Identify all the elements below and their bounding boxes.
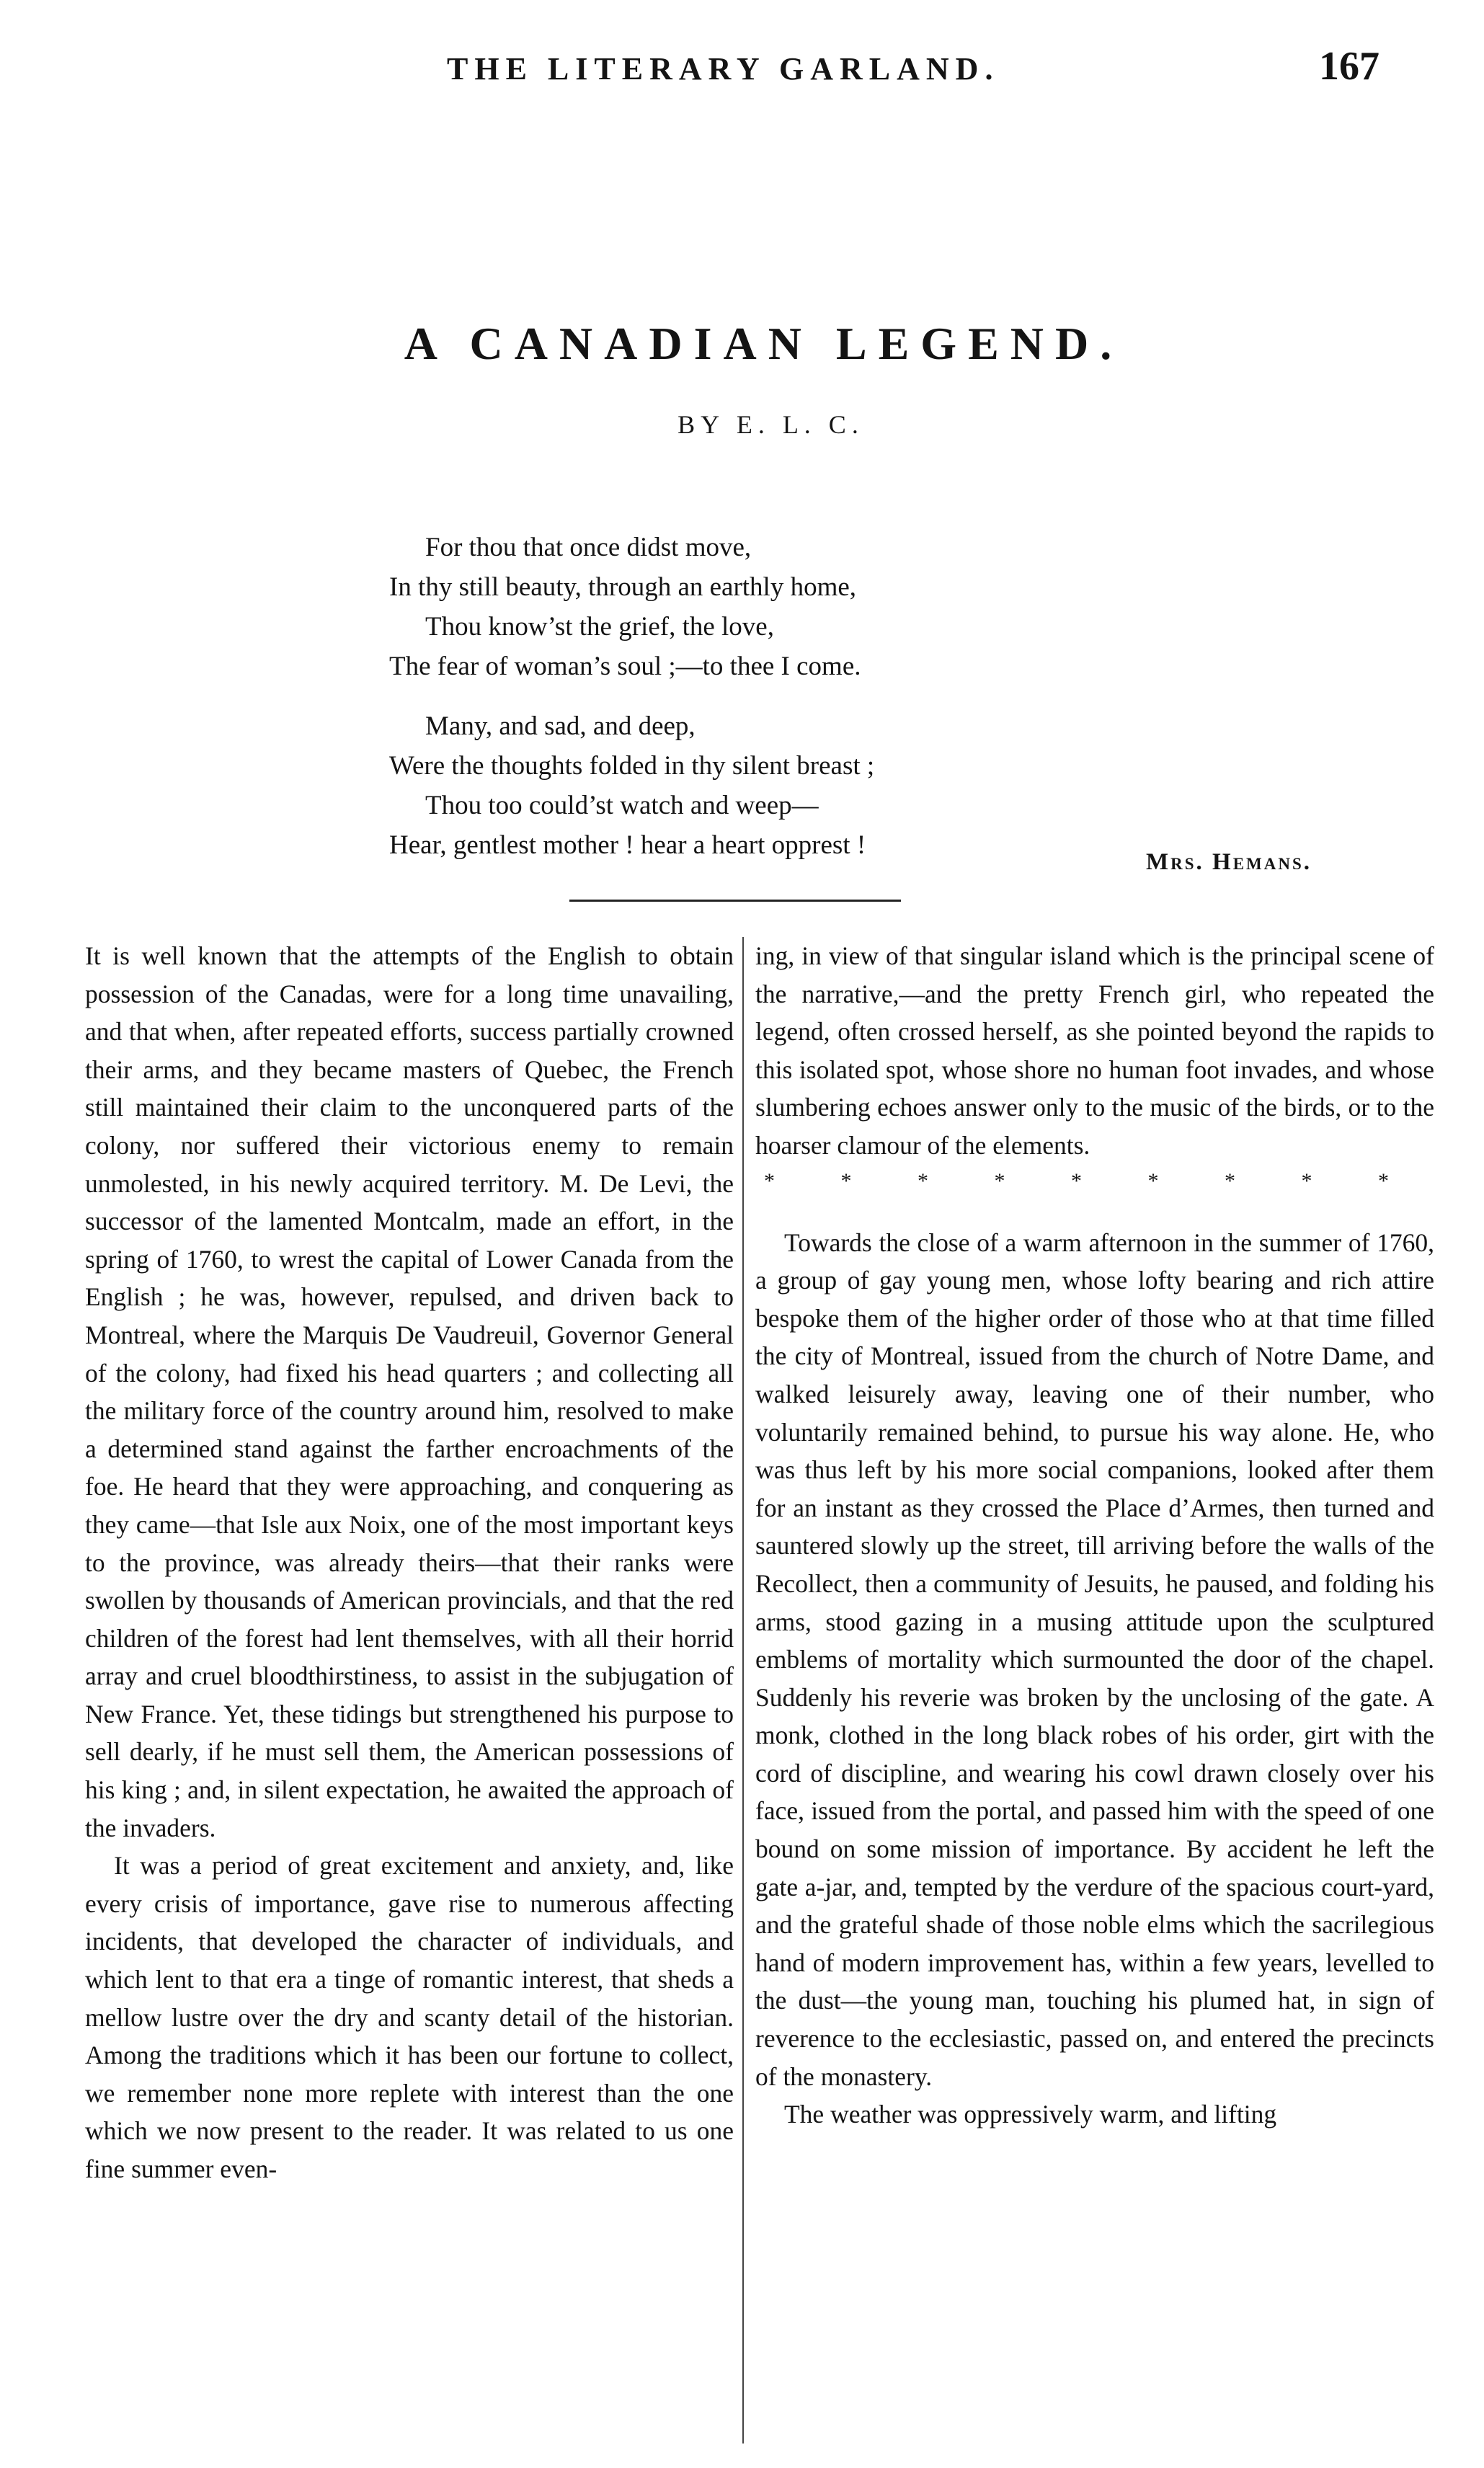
verse-line: The fear of woman’s soul ;—to thee I come. [389,652,861,681]
paragraph: Towards the close of a warm afternoon in the summer of 1760, a group of gay young men, whose lofty bearing and rich attire bespoke them of the higher order of those who at that time filled the city of Montreal, issued from the church of Notre Dame, and walked leisurely away, leaving one of their number, who voluntarily remained behind, to pursue his way alone. He, who was thus left by his more social companions, looked after them for an instant as they crossed the Place d’Armes, then turned and sauntered slowly up the street, till arriving before the walls of the Recollect, then a community of Jesuits, he paused, and folding his arms, stood gazing in a musing attitude upon the sculptured emblems of mortality which surmounted the door of the chapel. Suddenly his reverie was broken by the unclosing of the gate. A monk, clothed in the long black robes of his order, girt with the cord of discipline, and wearing his cowl drawn closely over his face, issued from the portal, and passed him with the speed of one bound on some mission of importance. By accident he left the gate a-jar, and, tempted by the verdure of the spacious court-yard, and the grateful shade of those noble elms which the sacrilegious hand of modern improvement has, within a few years, levelled to the dust—the young man, touching his plumed hat, in sign of reverence to the ecclesiastic, passed on, and entered the precincts of the monastery. [755,1228,1434,2091]
paragraph: The weather was oppressively warm, and lifting [784,2100,1277,2129]
epigraph-stanza-2 [389,706,874,865]
verse-line: Thou too could’st watch and weep— [425,791,819,820]
article-title: A CANADIAN LEGEND. [404,318,1124,369]
epigraph-attribution: Mrs. Hemans. [1146,849,1312,875]
left-column [85,937,734,2188]
verse-line: For thou that once didst move, [425,533,752,562]
page-number: 167 [1319,44,1379,89]
verse-line: In thy still beauty, through an earthly home, [389,572,857,602]
paragraph: It is well known that the attempts of the English to obtain possession of the Canadas, were for a long time unavailing, and that when, after repeated efforts, success partially crowned their arms, and they became masters of Quebec, the French still maintained their claim to the unconquered parts of the colony, nor suffered their victorious enemy to remain unmolested, in his newly acquired territory. M. De Levi, the successor of the lamented Montcalm, made an effort, in the spring of 1760, to wrest the capital of Lower Canada from the English ; he was, however, repulsed, and driven back to Montreal, where the Marquis De Vaudreuil, Governor General of the colony, had fixed his head quarters ; and collecting all the military force of the country around him, resolved to make a determined stand against the farther encroachments of the foe. He heard that they were approaching, and conquering as they came—that Isle aux Noix, one of the most important keys to the province, was already theirs—that their ranks were swollen by thousands of American provincials, and that the red children of the forest had lent themselves, with all their horrid array and cruel bloodthirstiness, to assist in the subjugation of New France. Yet, these tidings but strengthened his purpose to sell dearly, if he must sell them, the American possessions of his king ; and, in silent expectation, he awaited the approach of the invaders. [85,941,734,1842]
verse-line: Were the thoughts folded in thy silent breast ; [389,751,875,781]
column-divider [742,937,744,2443]
epigraph-stanza-1 [389,528,861,686]
section-rule [569,900,901,902]
verse-line: Hear, gentlest mother ! hear a heart opprest ! [389,830,866,860]
verse-line: Thou know’st the grief, the love, [425,612,774,642]
running-head: THE LITERARY GARLAND. [447,51,1000,86]
article-byline: BY E. L. C. [677,410,864,439]
paragraph: ing, in view of that singular island which is the principal scene of the narrative,—and the pretty French girl, who repeated the legend, often crossed herself, as she pointed beyond the rapids to this isolated spot, whose shore no human foot invades, and whose slumbering echoes answer only to the music of the birds, or to the hoarser clamour of the elements. [755,941,1434,1160]
right-column [755,937,1434,2134]
verse-line: Many, and sad, and deep, [425,711,696,741]
section-break-asterisms: * * * * * * * * * [764,1168,1419,1193]
paragraph: It was a period of great excitement and anxiety, and, like every crisis of importance, gave rise to numerous affecting incidents, that developed the character of individuals, and which lent to that era a tinge of romantic interest, that sheds a mellow lustre over the dry and scanty detail of the historian. Among the traditions which it has been our fortune to collect, we remember none more replete with interest than the one which we now present to the reader. It was related to us one fine summer even- [85,1851,734,2183]
